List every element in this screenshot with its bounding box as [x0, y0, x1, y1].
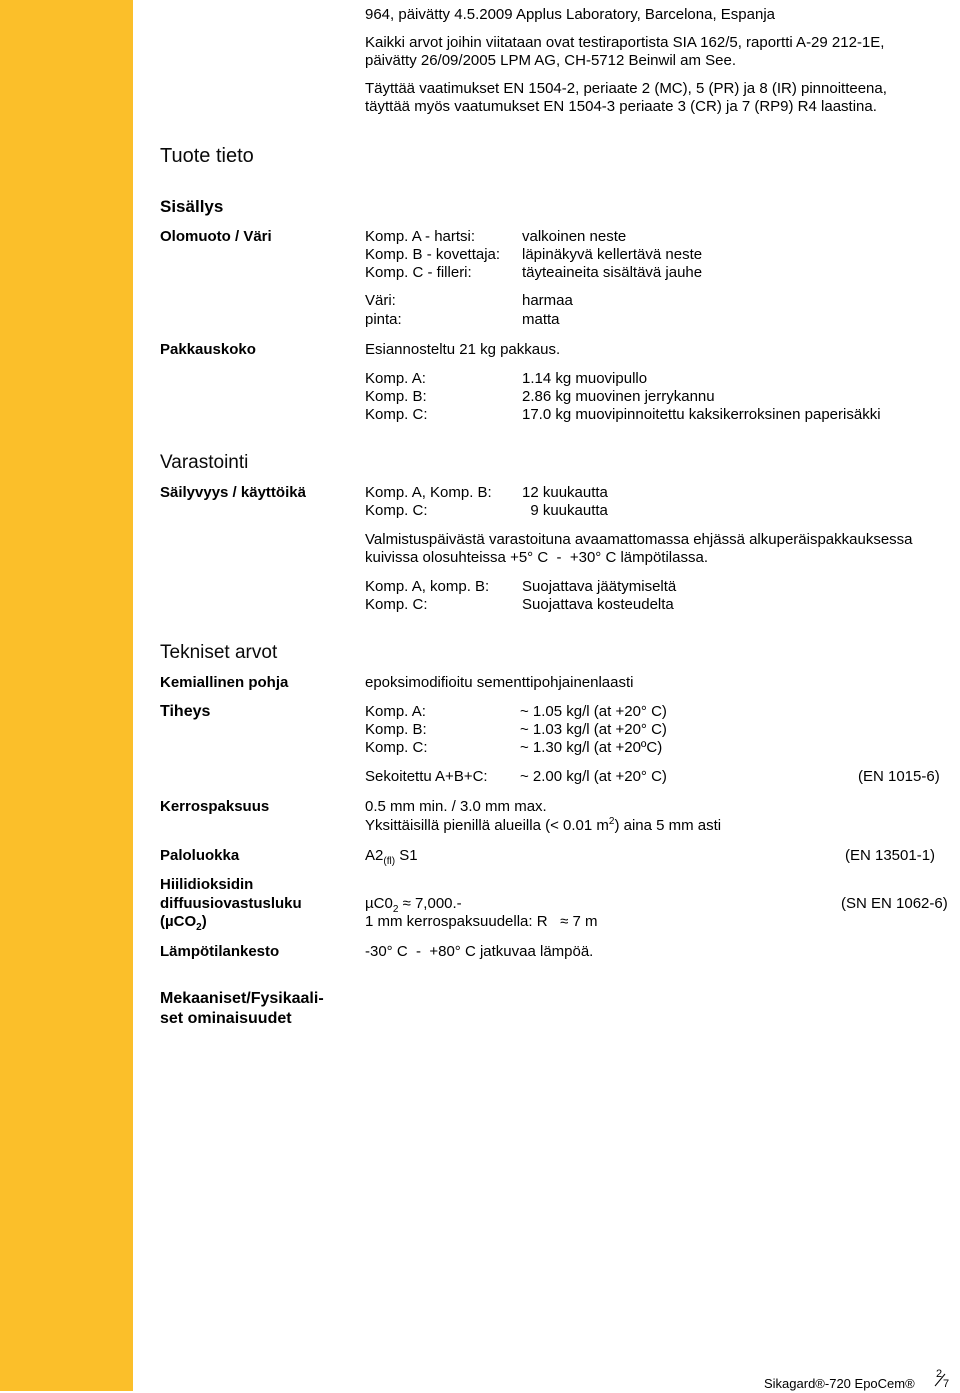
sailyvyys-text-2: kuivissa olosuhteissa +5° C - +30° C lämpötilassa. [365, 549, 708, 566]
intro-line-2b: päivätty 26/09/2005 LPM AG, CH-5712 Beinwil am See. [365, 52, 737, 69]
label-co2-text: (µCO [160, 913, 197, 930]
intro-line-2a: Kaikki arvot joihin viitataan ovat testiraportista SIA 162/5, raportti A-29 212-1E, [365, 34, 885, 51]
label-olomuoto: Olomuoto / Väri [160, 228, 272, 245]
sailyvyys-text-1: Valmistuspäivästä varastoituna avaamattomassa ehjässä alkuperäispakkauksessa [365, 531, 913, 548]
pakkauskoko-key: Komp. B: [365, 388, 427, 405]
sailyvyys-key: Komp. A, Komp. B: [365, 484, 492, 501]
tiheys-value: ~ 1.05 kg/l (at +20° C) [520, 703, 667, 720]
label-lampotilankesto: Lämpötilankesto [160, 943, 280, 960]
label-hiilidioksidin-3 [160, 913, 207, 931]
pakkauskoko-key: Komp. C: [365, 406, 428, 423]
kerrospaksuus-line-2 [365, 817, 721, 835]
tiheys-mixed-key: Sekoitettu A+B+C: [365, 768, 488, 785]
label-kemiallinen-pohja: Kemiallinen pohja [160, 674, 289, 691]
olomuoto-value: täyteaineita sisältävä jauhe [522, 264, 703, 281]
kerrospaksuus-sup: 2 [608, 816, 615, 827]
tiheys-key: Komp. A: [365, 703, 426, 720]
section-title-varastointi: Varastointi [160, 452, 249, 473]
tiheys-value: ~ 1.03 kg/l (at +20° C) [520, 721, 667, 738]
section-title-tuote-tieto: Tuote tieto [160, 145, 254, 167]
tiheys-value: ~ 1.30 kg/l (at +20ºC) [520, 739, 663, 756]
olomuoto-key: Komp. B - kovettaja: [365, 246, 501, 263]
label-hiilidioksidin-2: diffuusiovastusluku [160, 895, 302, 912]
lampotilankesto-value: -30° C - +80° C jatkuvaa lämpöä. [365, 943, 594, 960]
intro-line-1: 964, päivätty 4.5.2009 Applus Laboratory, Barcelona, Espanja [365, 6, 776, 23]
pakkauskoko-value: 2.86 kg muovinen jerrykannu [522, 388, 715, 405]
label-paloluokka: Paloluokka [160, 847, 240, 864]
approx-icon: ≈ [560, 913, 569, 930]
label-kerrospaksuus: Kerrospaksuus [160, 798, 270, 815]
color-key: Väri: [365, 292, 396, 309]
sailyvyys-value: 9 kuukautta [522, 502, 608, 519]
mu-co2-value: 7,000.- [410, 895, 462, 912]
olomuoto-value: valkoinen neste [522, 228, 627, 245]
footer-page-total: 7 [943, 1378, 950, 1390]
hiilidioksidi-line-1 [365, 895, 462, 913]
label-pakkauskoko: Pakkauskoko [160, 341, 256, 358]
footer-product-name: Sikagard®-720 EpoCem® [764, 1376, 915, 1391]
hiilidioksidi-standard: (SN EN 1062-6) [841, 895, 948, 912]
protect-value: Suojattava jäätymiseltä [522, 578, 677, 595]
tiheys-standard: (EN 1015-6) [858, 768, 940, 785]
label-co2-sub: 2 [196, 922, 202, 933]
mu-co2-sub: 2 [392, 904, 399, 915]
sailyvyys-value: 12 kuukautta [522, 484, 608, 501]
kemiallinen-value: epoksimodifioitu sementtipohjainenlaasti [365, 674, 634, 691]
footer-page-number: 2 [936, 1368, 943, 1380]
kerrospaksuus-text: Yksittäisillä pienillä alueilla (< 0.01 m [365, 817, 609, 834]
color-key: pinta: [365, 311, 402, 328]
hiilidioksidi-line-2 [365, 913, 598, 931]
olomuoto-value: läpinäkyvä kellertävä neste [522, 246, 703, 263]
paloluokka-sub: (fl) [383, 856, 396, 867]
tiheys-key: Komp. B: [365, 721, 427, 738]
label-tiheys: Tiheys [160, 703, 211, 720]
yellow-side-stripe [0, 0, 133, 1391]
approx-icon: ≈ [402, 895, 411, 912]
r-thickness-value: 7 m [568, 913, 598, 930]
label-co2-text: ) [201, 913, 207, 930]
pakkauskoko-key: Komp. A: [365, 370, 426, 387]
paloluokka-standard: (EN 13501-1) [845, 847, 936, 864]
label-sailyvyys: Säilyvyys / käyttöikä [160, 484, 306, 501]
paloluokka-value [365, 847, 418, 865]
paloluokka-suffix: S1 [395, 847, 418, 864]
section-title-mekaaniset-2: set ominaisuudet [160, 1010, 292, 1027]
sailyvyys-key: Komp. C: [365, 502, 428, 519]
label-hiilidioksidin-1: Hiilidioksidin [160, 876, 254, 893]
kerrospaksuus-text: ) aina 5 mm asti [614, 817, 722, 834]
pakkauskoko-value: 1.14 kg muovipullo [522, 370, 648, 387]
intro-line-3a: Täyttää vaatimukset EN 1504-2, periaate 2 (MC), 5 (PR) ja 8 (IR) pinnoitteena, [365, 80, 887, 97]
color-value: matta [522, 311, 560, 328]
section-title-mekaaniset-1: Mekaaniset/Fysikaali- [160, 990, 324, 1007]
mu-co2-text: µC0 [365, 895, 393, 912]
subsection-title-sisallys: Sisällys [160, 197, 224, 216]
olomuoto-key: Komp. A - hartsi: [365, 228, 476, 245]
paloluokka-class: A2 [365, 847, 384, 864]
olomuoto-key: Komp. C - filleri: [365, 264, 472, 281]
tiheys-key: Komp. C: [365, 739, 428, 756]
intro-line-3b: täyttää myös vaatumukset EN 1504-3 periaate 3 (CR) ja 7 (RP9) R4 laastina. [365, 98, 877, 115]
section-title-tekniset-arvot: Tekniset arvot [160, 642, 278, 663]
tiheys-mixed-value: ~ 2.00 kg/l (at +20° C) [520, 768, 667, 785]
kerrospaksuus-line-1: 0.5 mm min. / 3.0 mm max. [365, 798, 547, 815]
protect-key: Komp. C: [365, 596, 428, 613]
protect-value: Suojattava kosteudelta [522, 596, 674, 613]
color-value: harmaa [522, 292, 573, 309]
pakkauskoko-value: 17.0 kg muovipinnoitettu kaksikerroksinen paperisäkki [522, 406, 881, 423]
r-thickness-text: 1 mm kerrospaksuudella: R [365, 913, 548, 930]
pakkauskoko-intro: Esiannosteltu 21 kg pakkaus. [365, 341, 561, 358]
protect-key: Komp. A, komp. B: [365, 578, 490, 595]
